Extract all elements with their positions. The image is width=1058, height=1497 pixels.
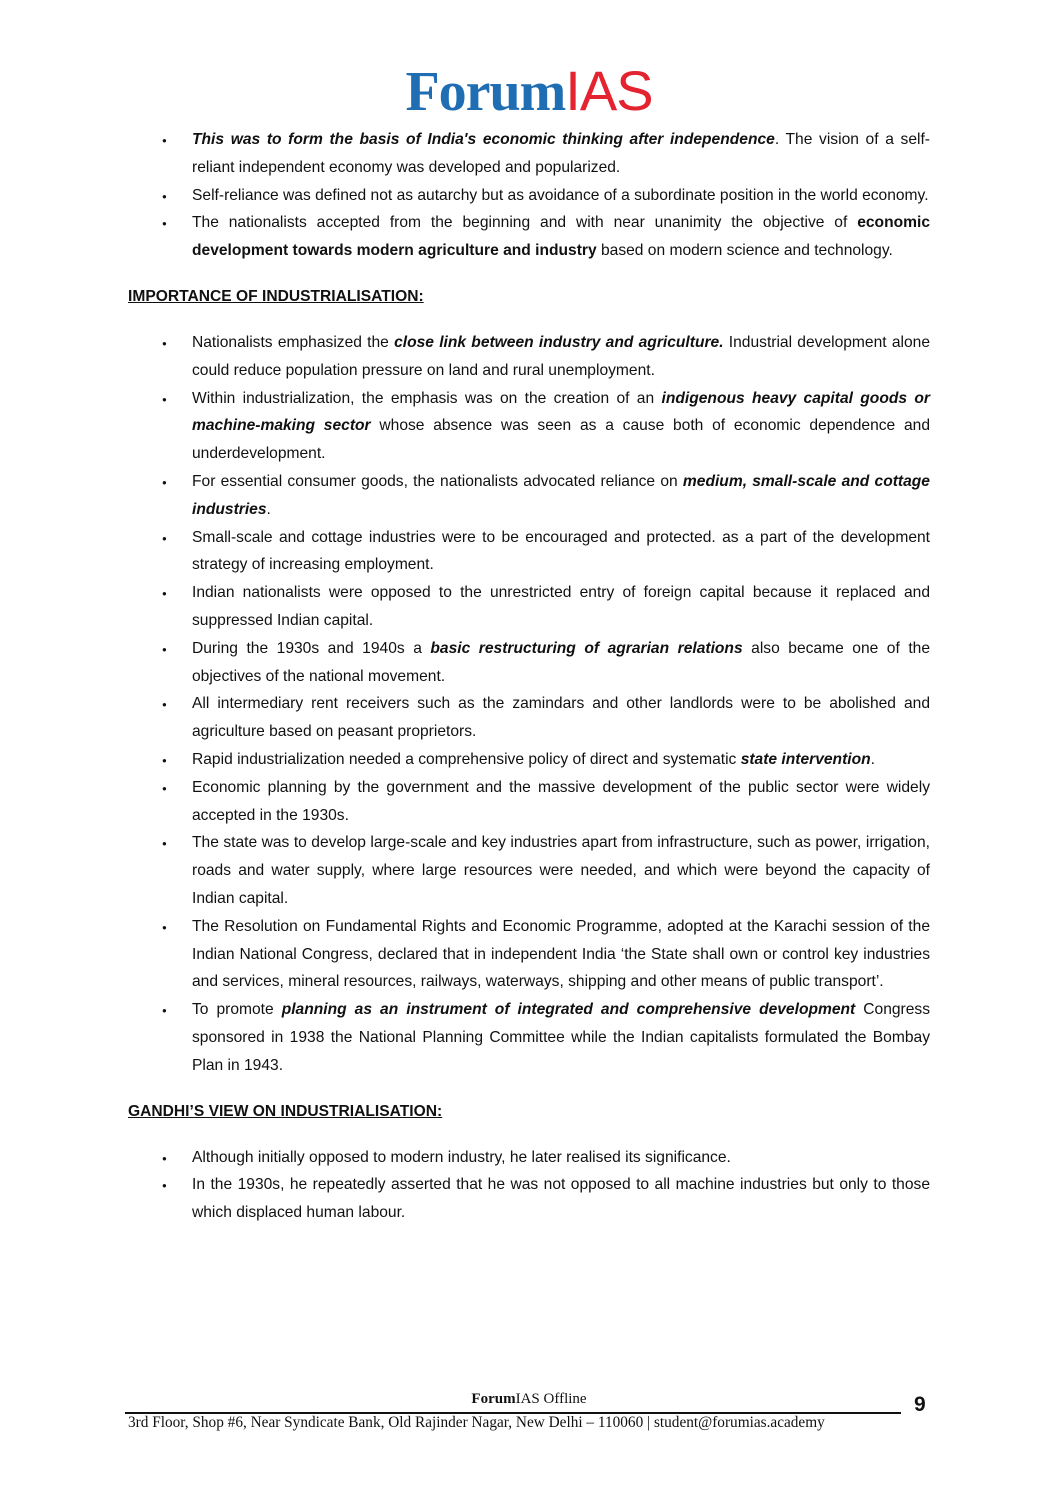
heading-importance-of-industrialisation: IMPORTANCE OF INDUSTRIALISATION: — [128, 287, 424, 305]
bullet-icon: ● — [162, 783, 167, 793]
list-item — [128, 1171, 930, 1227]
bullet-icon: ● — [162, 136, 167, 145]
list-item — [128, 913, 930, 996]
emphasized-text: basic restructuring of agrarian relations — [430, 639, 743, 657]
bullet-icon: ● — [162, 394, 167, 404]
emphasized-text: economic development towards modern agriculture and industry — [192, 214, 930, 260]
text-segment: For essential consumer goods, the nationalists advocated reliance on — [192, 472, 683, 490]
text-segment: During the 1930s and 1940s a — [192, 639, 431, 657]
text-segment: Rapid industrialization needed a comprehensive policy of direct and systematic — [192, 750, 741, 768]
text-segment: based on modern science and technology. — [596, 242, 893, 260]
bullet-icon: ● — [162, 191, 167, 201]
footer-address: 3rd Floor, Shop #6, Near Syndicate Bank, Old Rajinder Nagar, New Delhi – 110060 | student@forumias.academy — [128, 1414, 825, 1431]
list-item — [128, 635, 930, 691]
text-segment: Economic planning by the government and the massive development of the public sector were widely accepted in the 1930s. — [192, 778, 930, 824]
bullet-list-gandhi — [128, 1144, 930, 1227]
logo-ias: IAS — [565, 59, 653, 122]
bullet-icon: ● — [162, 1153, 167, 1163]
bullet-list-industrialisation — [128, 329, 930, 1080]
text-segment: . — [266, 500, 271, 518]
emphasized-text: close link between industry and agriculture. — [394, 333, 724, 351]
text-segment: Although initially opposed to modern industry, he later realised its significance. — [192, 1148, 731, 1166]
text-segment: Small-scale and cottage industries were to be encouraged and protected. as a part of the development strategy of increasing employment. — [192, 528, 930, 574]
bullet-icon: ● — [162, 644, 167, 654]
bullet-icon: ● — [162, 700, 167, 710]
emphasized-text: indigenous heavy capital goods or machine-making sector — [192, 389, 930, 435]
list-item — [128, 746, 930, 774]
text-segment: Nationalists emphasized the — [192, 333, 395, 351]
list-item — [128, 690, 930, 746]
emphasized-text: This was to form the basis of India's economic thinking after independence — [192, 131, 775, 148]
bullet-icon: ● — [162, 477, 167, 487]
text-segment: . — [870, 750, 876, 768]
bullet-icon: ● — [162, 839, 167, 849]
text-segment: also became one of the objectives of the national movement. — [192, 639, 931, 685]
text-segment: Industrial development alone could reduce population pressure on land and rural unemployment. — [192, 333, 930, 379]
bullet-icon: ● — [162, 533, 167, 543]
bullet-icon: ● — [162, 589, 167, 599]
list-item — [128, 996, 930, 1079]
list-item — [128, 524, 930, 580]
bullet-icon: ● — [162, 1181, 167, 1191]
list-item — [128, 182, 930, 210]
text-segment: All intermediary rent receivers such as the zamindars and other landlords were to be abolished and agriculture based on peasant proprietors. — [192, 695, 930, 741]
forumias-logo — [0, 58, 1058, 125]
list-item — [128, 579, 930, 635]
emphasized-text: state intervention — [740, 750, 871, 768]
bullet-icon: ● — [162, 1006, 167, 1016]
list-item — [128, 126, 930, 182]
page-number: 9 — [914, 1393, 926, 1416]
logo-forum: Forum — [405, 61, 566, 123]
text-segment: The state was to develop large-scale and key industries apart from infrastructure, such as power, irrigation, roads and water supply, where large resources were needed, and which were beyond the capacity of Indian capital. — [192, 834, 930, 907]
footer-forum: Forum — [471, 1391, 516, 1407]
text-segment: . The vision of a self-reliant independent economy was developed and popularized. — [192, 131, 930, 176]
text-segment: Congress sponsored in 1938 the National Planning Committee while the Indian capitalists formulated the Bombay Plan in 1943. — [192, 1001, 930, 1074]
list-item — [128, 1144, 930, 1172]
list-item — [128, 468, 930, 524]
list-item — [128, 329, 930, 385]
list-item — [128, 385, 930, 468]
emphasized-text: medium, small-scale and cottage industries — [192, 472, 930, 518]
text-segment: Indian nationalists were opposed to the unrestricted entry of foreign capital because it replaced and suppressed Indian capital. — [192, 584, 930, 629]
bullet-list-intro — [128, 126, 930, 265]
text-segment: To promote — [192, 1001, 282, 1019]
footer-title — [0, 1391, 1058, 1408]
text-segment: Self-reliance was defined not as autarchy but as avoidance of a subordinate position in the world economy. — [192, 186, 929, 204]
text-segment: The Resolution on Fundamental Rights and Economic Programme, adopted at the Karachi session of the Indian National Congress, declared that in independent India ‘the State shall own or control key industries and services, mineral resources, railways, waterways, shipping and other means of public transport’. — [192, 917, 930, 991]
bullet-icon: ● — [162, 755, 167, 765]
footer-ias-offline: IAS Offline — [515, 1391, 587, 1407]
bullet-icon: ● — [162, 219, 167, 229]
text-segment: Within industrialization, the emphasis was on the creation of an — [192, 389, 662, 407]
emphasized-text: planning as an instrument of integrated and comprehensive development — [281, 1001, 856, 1019]
list-item — [128, 209, 930, 265]
bullet-icon: ● — [162, 922, 167, 932]
heading-gandhis-view: GANDHI’S VIEW ON INDUSTRIALISATION: — [128, 1102, 443, 1120]
bullet-icon: ● — [162, 338, 167, 348]
list-item — [128, 774, 930, 830]
text-segment: The nationalists accepted from the beginning and with near unanimity the objective of — [192, 214, 858, 232]
text-segment: In the 1930s, he repeatedly asserted that he was not opposed to all machine industries but only to those which displaced human labour. — [192, 1176, 930, 1222]
page-content — [128, 126, 930, 1227]
list-item — [128, 829, 930, 912]
text-segment: whose absence was seen as a cause both of economic dependence and underdevelopment. — [192, 417, 930, 463]
